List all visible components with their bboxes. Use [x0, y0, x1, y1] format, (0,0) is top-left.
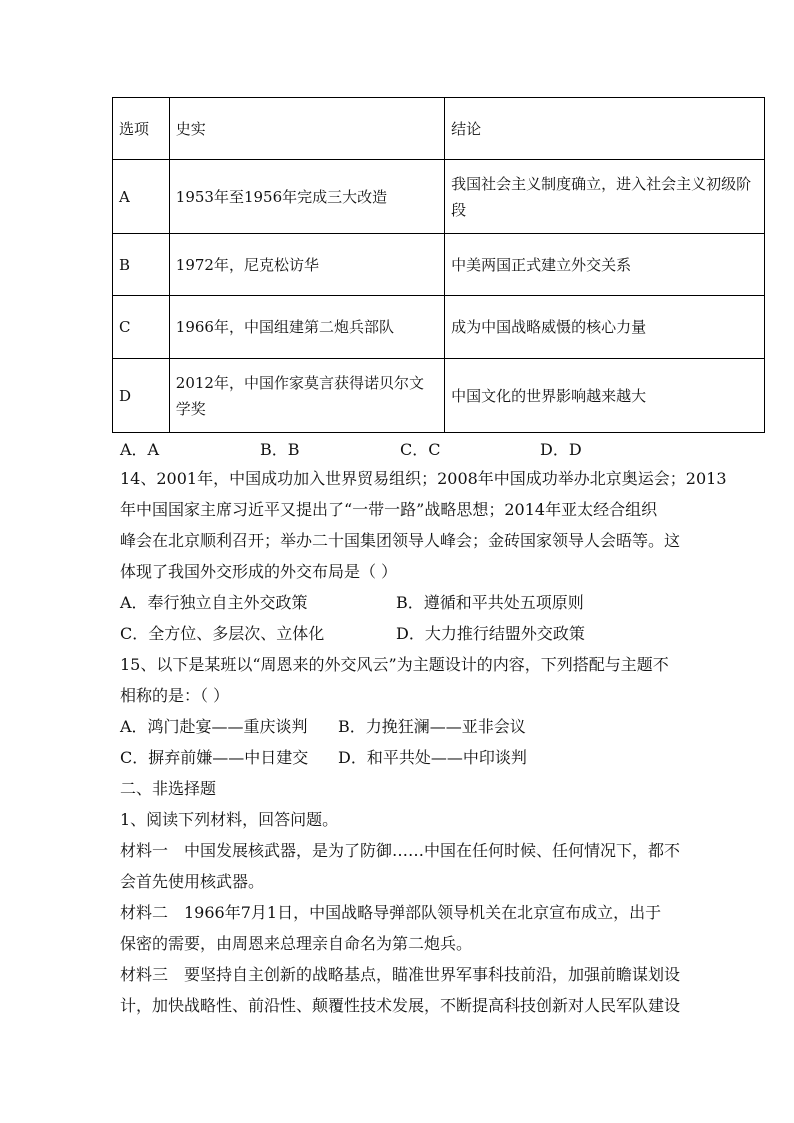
row-conclusion: 中美两国正式建立外交关系 [445, 234, 765, 296]
q15-line-1: 15、以下是某班以“周恩来的外交风云”为主题设计的内容，下列搭配与主题不 [120, 655, 669, 674]
q15-line-2: 相称的是：（ ） [120, 686, 230, 705]
q15-options-row-1 [120, 711, 680, 742]
table-row [113, 296, 765, 359]
q15-option-d: D．和平共处——中印谈判 [338, 748, 527, 767]
table-row [113, 359, 765, 433]
material-3-line-1: 材料三 要坚持自主创新的战略基点，瞄准世界军事科技前沿，加强前瞻谋划设 [120, 965, 681, 984]
q14-line-3: 峰会在北京顺利召开；举办二十国集团领导人峰会；金砖国家领导人会晤等。这 [120, 531, 681, 550]
row-option: D [113, 359, 170, 433]
q14-line-4: 体现了我国外交形成的外交布局是（ ） [120, 562, 398, 581]
q14-option-b: B．遵循和平共处五项原则 [396, 593, 584, 612]
q15-option-b: B．力挽狂澜——亚非会议 [338, 717, 526, 736]
material-2-line-1: 材料二 1966年7月1日，中国战略导弹部队领导机关在北京宣布成立，出于 [120, 903, 662, 922]
row-option: A [113, 160, 170, 234]
row-option: B [113, 234, 170, 296]
row-fact: 2012年，中国作家莫言获得诺贝尔文学奖 [169, 359, 444, 433]
material-1-line-2: 会首先使用核武器。 [120, 872, 265, 891]
q15-option-a: A．鸿门赴宴——重庆谈判 [120, 717, 308, 736]
row-fact: 1966年，中国组建第二炮兵部队 [169, 296, 444, 359]
row-fact: 1953年至1956年完成三大改造 [169, 160, 444, 234]
table-row [113, 160, 765, 234]
q14-options-row-2 [120, 618, 680, 649]
q14-option-c: C．全方位、多层次、立体化 [120, 624, 325, 643]
q13-option-b: B．B [260, 440, 300, 459]
material-3-line-2: 计，加快战略性、前沿性、颠覆性技术发展，不断提高科技创新对人民军队建设 [120, 996, 681, 1015]
q15-options-row-2 [120, 742, 680, 773]
q14-line-2: 年中国国家主席习近平又提出了“一带一路”战略思想；2014年亚太经合组织 [120, 500, 658, 519]
header-option: 选项 [113, 98, 170, 160]
q14-options-row-1 [120, 587, 680, 618]
row-option: C [113, 296, 170, 359]
header-conclusion: 结论 [445, 98, 765, 160]
row-conclusion: 中国文化的世界影响越来越大 [445, 359, 765, 433]
q13-option-a: A．A [120, 440, 160, 459]
question-content [120, 436, 727, 1021]
q14-option-a: A．奉行独立自主外交政策 [120, 593, 308, 612]
table-row [113, 234, 765, 296]
row-fact: 1972年，尼克松访华 [169, 234, 444, 296]
q14-option-d: D．大力推行结盟外交政策 [396, 624, 585, 643]
facts-table [112, 97, 765, 433]
table-header-row [113, 98, 765, 160]
section-heading: 二、非选择题 [120, 779, 217, 798]
q14-line-1: 14、2001年，中国成功加入世界贸易组织；2008年中国成功举办北京奥运会；2013 [120, 469, 727, 488]
material-1-line-1: 材料一 中国发展核武器，是为了防御……中国在任何时候、任何情况下，都不 [120, 841, 681, 860]
header-fact: 史实 [169, 98, 444, 160]
q13-option-c: C．C [400, 440, 441, 459]
question-1-prompt: 1、阅读下列材料，回答问题。 [120, 810, 339, 829]
material-2-line-2: 保密的需要，由周恩来总理亲自命名为第二炮兵。 [120, 934, 473, 953]
q13-options [120, 436, 680, 463]
q15-option-c: C．摒弃前嫌——中日建交 [120, 748, 309, 767]
q13-option-d: D．D [540, 440, 582, 459]
row-conclusion: 成为中国战略威慑的核心力量 [445, 296, 765, 359]
row-conclusion: 我国社会主义制度确立，进入社会主义初级阶段 [445, 160, 765, 234]
